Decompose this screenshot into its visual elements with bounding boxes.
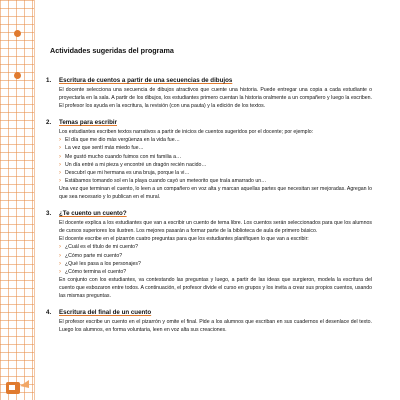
paragraph: El profesor escribe un cuento en el pizarrón y omite el final. Pide a los alumnos que escriban en sus cuadernos el desenlace del texto. Luego los alumnos, en forma voluntaria, leen en voz alta sus creaciones.: [59, 319, 372, 334]
list-item: › Un día entré a mi pieza y encontré un dragón recién nacido…: [59, 161, 372, 169]
paragraph: Una vez que terminan el cuento, lo leen a un compañero en voz alta y marcan aquellas partes que necesitan ser mejoradas. Agregan lo que sea necesario y lo publican en el mural.: [59, 185, 372, 201]
section-title: ¿Te cuento un cuento?: [59, 210, 127, 218]
list-item: › ¿Cuál es el título de mi cuento?: [59, 243, 372, 251]
paragraph: El docente explica a los estudiantes que van a escribir un cuento de tema libre. Los cuentos serán seleccionados para que los alumnos de cursos superiores los ilustren. Los mejores pasarán a formar parte de la biblioteca de aula de primero básico.: [59, 220, 372, 235]
margin-dot: [14, 72, 21, 79]
list-item: › El día que me dio más vergüenza en la vida fue…: [59, 136, 372, 144]
activity-1: [46, 77, 372, 110]
pencil-sharpener-icon: [4, 376, 30, 398]
activity-4: [46, 309, 372, 334]
margin-dot: [14, 30, 21, 37]
section-number: 2.: [46, 119, 52, 127]
list-item: › Estábamos tomando sol en la playa cuando cayó un meteorito que traía amarrado un…: [59, 177, 372, 185]
page-title: Actividades sugeridas del programa: [50, 46, 174, 55]
section-title: Escritura del final de un cuento: [59, 309, 152, 317]
example-list: [59, 136, 372, 185]
list-item: › ¿Qué les pasa a los personajes?: [59, 260, 372, 268]
section-number: 3.: [46, 210, 52, 218]
question-list: [59, 243, 372, 275]
activity-3: [46, 210, 372, 300]
list-item: › ¿Cómo parte mi cuento?: [59, 252, 372, 260]
list-item: › Descubrí que mi hermana es una bruja, porque la vi…: [59, 169, 372, 177]
document-body: [46, 46, 372, 343]
paragraph: El docente escribe en el pizarrón cuatro preguntas para que los estudiantes planifiquen lo que van a escribir:: [59, 236, 309, 243]
paragraph: En conjunto con los estudiantes, va contestando las preguntas y luego, a partir de las ideas que surgieron, modela la escritura del cuento que esbozaron entre todos. A continuación, el profesor divide el curso en grupos y los invita a crear sus propios cuentos, usando las mismas preguntas.: [59, 276, 372, 299]
grid-margin: [0, 0, 34, 400]
section-number: 1.: [46, 77, 52, 84]
list-item: › ¿Cómo termina el cuento?: [59, 268, 372, 276]
paragraph: Los estudiantes escriben textos narrativos a partir de inicios de cuentos sugeridos por el docente; por ejemplo:: [59, 129, 314, 136]
list-item: › Me gustó mucho cuando fuimos con mi familia a…: [59, 153, 372, 161]
list-item: › La vez que sentí más miedo fue…: [59, 144, 372, 152]
grid-margin-edge: [34, 0, 35, 400]
section-title: Escritura de cuentos a partir de una secuencias de dibujos: [59, 77, 233, 84]
section-number: 4.: [46, 309, 52, 317]
activity-2: [46, 119, 372, 201]
paragraph: El docente selecciona una secuencia de dibujos atractivos que cuente una historia. Puede entregar una copia a cada estudiante o proyectarla en la sala. A partir de los dibujos, los estudiantes primero cuentan la historia oralmente a un compañero y luego la escriben. El profesor los ayuda en la escritura, la revisión (con una pauta) y la edición de los textos.: [59, 87, 372, 110]
section-title: Temas para escribir: [59, 119, 118, 127]
